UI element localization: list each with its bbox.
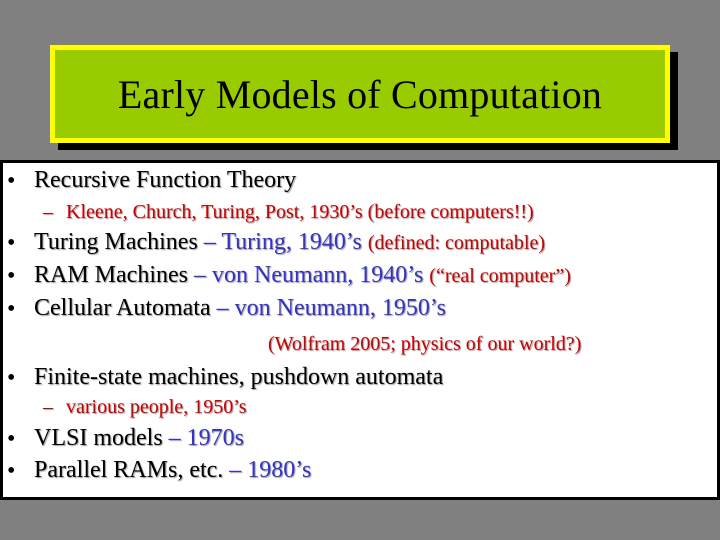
attribution-text: – 1980’s bbox=[229, 457, 312, 483]
attribution-text: – von Neumann, 1950’s bbox=[216, 295, 446, 321]
bullet-text: Cellular Automata bbox=[34, 295, 211, 321]
bullet-item bbox=[34, 262, 571, 289]
sub-bullet-text: various people, 1950’s bbox=[66, 396, 247, 418]
bullet-marker: • bbox=[7, 365, 16, 391]
bullet-text: RAM Machines bbox=[34, 262, 188, 288]
bullet-marker: • bbox=[7, 296, 16, 322]
bullet-item bbox=[34, 457, 311, 484]
dash-marker: – bbox=[43, 396, 53, 418]
side-note bbox=[268, 333, 581, 356]
bullet-item bbox=[34, 167, 296, 194]
dash-marker: – bbox=[43, 201, 53, 223]
content-panel bbox=[0, 160, 720, 500]
bullet-item bbox=[34, 364, 443, 391]
bullet-text: Parallel RAMs, etc. bbox=[34, 457, 224, 483]
attribution-text: – von Neumann, 1940’s bbox=[193, 262, 424, 288]
bullet-text: Recursive Function Theory bbox=[34, 167, 297, 193]
note-text: (“real computer”) bbox=[429, 265, 571, 287]
sub-bullet-item bbox=[43, 396, 247, 419]
sub-bullet-item bbox=[43, 201, 534, 224]
title-banner bbox=[50, 45, 670, 143]
sub-bullet-text: Kleene, Church, Turing, Post, 1930’s (before computers!!) bbox=[66, 201, 534, 223]
bullet-text: VLSI models bbox=[34, 425, 163, 451]
bullet-marker: • bbox=[7, 263, 16, 289]
bullet-marker: • bbox=[7, 458, 16, 484]
side-note-text: (Wolfram 2005; physics of our world?) bbox=[268, 333, 582, 355]
bullet-marker: • bbox=[7, 426, 16, 452]
bullet-marker: • bbox=[7, 168, 16, 194]
bullet-item bbox=[34, 229, 545, 256]
bullet-text: Finite-state machines, pushdown automata bbox=[34, 364, 444, 390]
note-text: (defined: computable) bbox=[367, 232, 545, 254]
attribution-text: – Turing, 1940’s bbox=[203, 229, 362, 255]
attribution-text: – 1970s bbox=[168, 425, 245, 451]
bullet-item bbox=[34, 425, 244, 452]
bullet-marker: • bbox=[7, 230, 16, 256]
bullet-item bbox=[34, 295, 446, 322]
bullet-text: Turing Machines bbox=[34, 229, 198, 255]
slide-title: Early Models of Computation bbox=[117, 71, 603, 117]
